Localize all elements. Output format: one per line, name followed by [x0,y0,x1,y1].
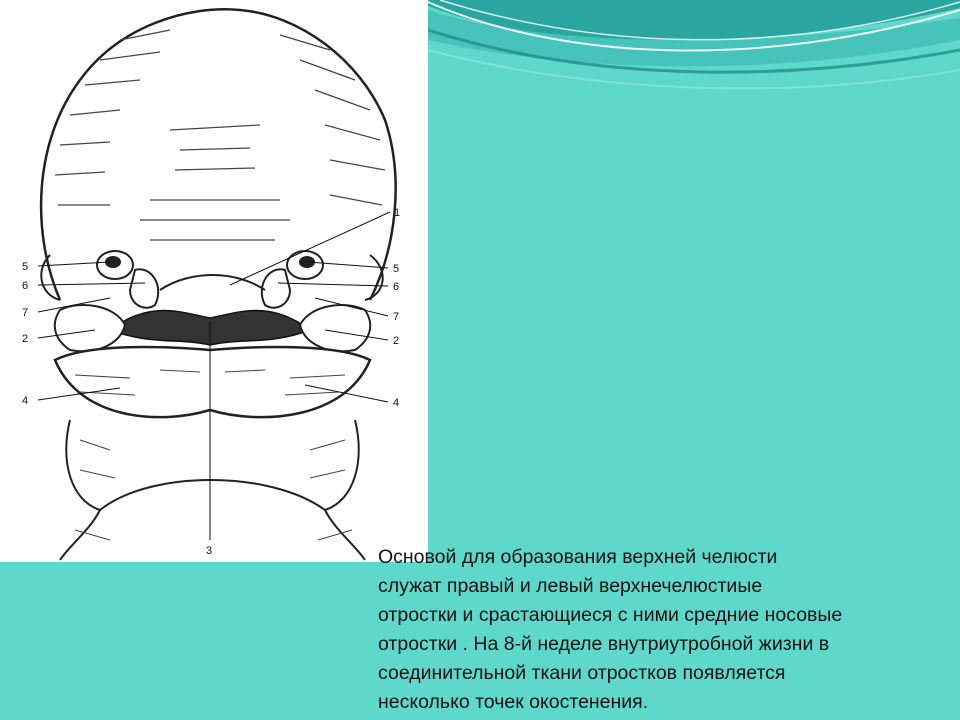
head-outline [41,9,396,300]
neck-right [325,420,365,560]
neck-hatching [75,440,352,540]
neck-left [60,420,100,560]
label-right-2: 2 [393,335,400,347]
right-maxillary-process [300,305,370,351]
chest-curve [100,480,325,510]
label-left-5: 5 [22,261,29,273]
mandibular-arch [55,347,370,417]
label-right-5: 5 [393,263,400,275]
frontonasal-process [160,275,265,290]
left-maxillary-process [55,305,125,351]
embryo-drawing [0,0,428,562]
label-right-6: 6 [393,281,400,293]
label-left-4: 4 [22,395,29,407]
label-bottom-3: 3 [206,545,213,557]
embryo-face-figure [0,0,428,562]
label-right-7: 7 [393,311,400,323]
head-hatching [55,30,385,240]
label-right-4: 4 [393,397,400,409]
slide-body-text: Основой для образования верхней челюсти служат правый и левый верхнечелюстиые отростки и срастающиеся с ними средние носовые отростки . На 8-й неделе внутриутробной жизни в соединительной ткани отростков появляется несколько точек окостенения. [378,546,843,713]
label-left-2: 2 [22,333,29,345]
label-left-7: 7 [22,307,29,319]
left-nasal-process [130,269,158,308]
label-left-6: 6 [22,280,29,292]
label-top-1: 1 [394,207,401,219]
right-nasal-process [262,269,290,308]
